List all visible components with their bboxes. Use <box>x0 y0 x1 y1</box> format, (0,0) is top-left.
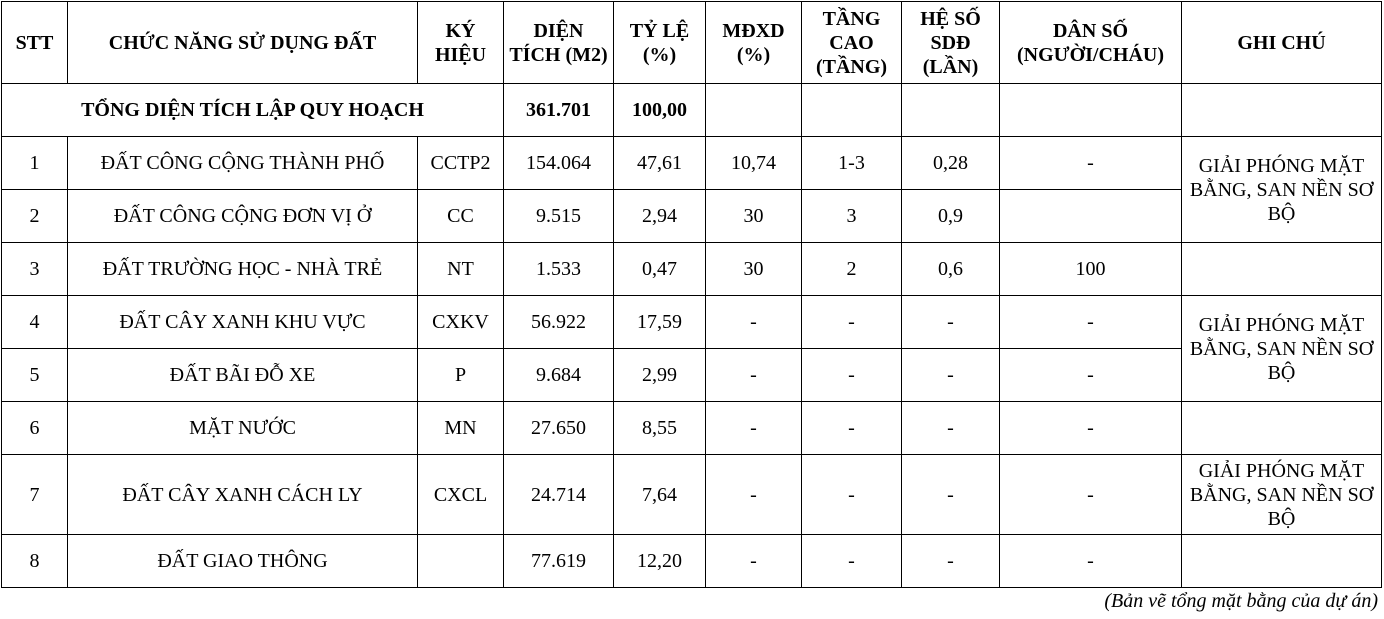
table-row <box>2 535 1382 588</box>
row-floors: 1-3 <box>802 137 902 190</box>
header-function: CHỨC NĂNG SỬ DỤNG ĐẤT <box>68 2 418 84</box>
total-population <box>1000 84 1182 137</box>
row-stt: 3 <box>2 243 68 296</box>
row-population: 100 <box>1000 243 1182 296</box>
row-note: GIẢI PHÓNG MẶT BẰNG, SAN NỀN SƠ BỘ <box>1182 137 1382 243</box>
row-ratio: 47,61 <box>614 137 706 190</box>
row-stt: 4 <box>2 296 68 349</box>
row-symbol <box>418 535 504 588</box>
header-floors: TẦNG CAO (TẦNG) <box>802 2 902 84</box>
row-stt: 1 <box>2 137 68 190</box>
row-ratio: 2,94 <box>614 190 706 243</box>
header-symbol: KÝ HIỆU <box>418 2 504 84</box>
row-population: - <box>1000 455 1182 535</box>
row-density: - <box>706 402 802 455</box>
row-far: - <box>902 402 1000 455</box>
row-far: - <box>902 296 1000 349</box>
row-symbol: CXCL <box>418 455 504 535</box>
row-floors: - <box>802 349 902 402</box>
row-floors: - <box>802 455 902 535</box>
table-row <box>2 455 1382 535</box>
row-symbol: CC <box>418 190 504 243</box>
header-far: HỆ SỐ SDĐ (LẦN) <box>902 2 1000 84</box>
row-note <box>1182 535 1382 588</box>
row-stt: 7 <box>2 455 68 535</box>
land-use-table <box>1 1 1382 588</box>
row-function: ĐẤT CÔNG CỘNG ĐƠN VỊ Ở <box>68 190 418 243</box>
row-symbol: CXKV <box>418 296 504 349</box>
row-ratio: 7,64 <box>614 455 706 535</box>
total-density <box>706 84 802 137</box>
header-row <box>2 2 1382 84</box>
row-population: - <box>1000 296 1182 349</box>
row-area: 1.533 <box>504 243 614 296</box>
total-floors <box>802 84 902 137</box>
row-ratio: 2,99 <box>614 349 706 402</box>
row-ratio: 8,55 <box>614 402 706 455</box>
row-far: 0,9 <box>902 190 1000 243</box>
row-area: 24.714 <box>504 455 614 535</box>
row-note <box>1182 243 1382 296</box>
table-row <box>2 243 1382 296</box>
row-floors: 2 <box>802 243 902 296</box>
table-row <box>2 296 1382 349</box>
row-population <box>1000 190 1182 243</box>
row-population: - <box>1000 402 1182 455</box>
header-note: GHI CHÚ <box>1182 2 1382 84</box>
row-far: 0,28 <box>902 137 1000 190</box>
row-floors: 3 <box>802 190 902 243</box>
row-density: 30 <box>706 243 802 296</box>
figure-caption: (Bản vẽ tổng mặt bằng của dự án) <box>1104 590 1378 612</box>
header-density: MĐXD (%) <box>706 2 802 84</box>
total-area: 361.701 <box>504 84 614 137</box>
row-function: ĐẤT CÂY XANH CÁCH LY <box>68 455 418 535</box>
row-area: 154.064 <box>504 137 614 190</box>
row-note: GIẢI PHÓNG MẶT BẰNG, SAN NỀN SƠ BỘ <box>1182 296 1382 402</box>
total-label: TỔNG DIỆN TÍCH LẬP QUY HOẠCH <box>2 84 504 137</box>
row-symbol: NT <box>418 243 504 296</box>
row-function: ĐẤT TRƯỜNG HỌC - NHÀ TRẺ <box>68 243 418 296</box>
row-area: 56.922 <box>504 296 614 349</box>
total-ratio: 100,00 <box>614 84 706 137</box>
row-note <box>1182 402 1382 455</box>
row-area: 77.619 <box>504 535 614 588</box>
row-density: - <box>706 349 802 402</box>
row-density: - <box>706 296 802 349</box>
row-symbol: MN <box>418 402 504 455</box>
row-function: ĐẤT CÂY XANH KHU VỰC <box>68 296 418 349</box>
header-area: DIỆN TÍCH (M2) <box>504 2 614 84</box>
row-area: 9.684 <box>504 349 614 402</box>
table-row <box>2 349 1382 402</box>
table-row <box>2 402 1382 455</box>
row-stt: 5 <box>2 349 68 402</box>
row-stt: 6 <box>2 402 68 455</box>
row-far: - <box>902 455 1000 535</box>
row-far: - <box>902 349 1000 402</box>
total-row <box>2 84 1382 137</box>
row-area: 27.650 <box>504 402 614 455</box>
table-row <box>2 137 1382 190</box>
row-symbol: P <box>418 349 504 402</box>
header-population: DÂN SỐ (NGƯỜI/CHÁU) <box>1000 2 1182 84</box>
row-ratio: 17,59 <box>614 296 706 349</box>
row-function: ĐẤT GIAO THÔNG <box>68 535 418 588</box>
row-density: 30 <box>706 190 802 243</box>
row-far: - <box>902 535 1000 588</box>
row-function: ĐẤT BÃI ĐỖ XE <box>68 349 418 402</box>
table-row <box>2 190 1382 243</box>
row-floors: - <box>802 535 902 588</box>
row-density: 10,74 <box>706 137 802 190</box>
row-stt: 8 <box>2 535 68 588</box>
row-floors: - <box>802 402 902 455</box>
row-area: 9.515 <box>504 190 614 243</box>
row-stt: 2 <box>2 190 68 243</box>
row-population: - <box>1000 137 1182 190</box>
row-ratio: 12,20 <box>614 535 706 588</box>
total-note <box>1182 84 1382 137</box>
row-floors: - <box>802 296 902 349</box>
row-ratio: 0,47 <box>614 243 706 296</box>
total-far <box>902 84 1000 137</box>
header-stt: STT <box>2 2 68 84</box>
row-density: - <box>706 535 802 588</box>
row-population: - <box>1000 535 1182 588</box>
row-far: 0,6 <box>902 243 1000 296</box>
row-density: - <box>706 455 802 535</box>
row-population: - <box>1000 349 1182 402</box>
row-function: MẶT NƯỚC <box>68 402 418 455</box>
header-ratio: TỶ LỆ (%) <box>614 2 706 84</box>
row-symbol: CCTP2 <box>418 137 504 190</box>
row-note: GIẢI PHÓNG MẶT BẰNG, SAN NỀN SƠ BỘ <box>1182 455 1382 535</box>
row-function: ĐẤT CÔNG CỘNG THÀNH PHỐ <box>68 137 418 190</box>
